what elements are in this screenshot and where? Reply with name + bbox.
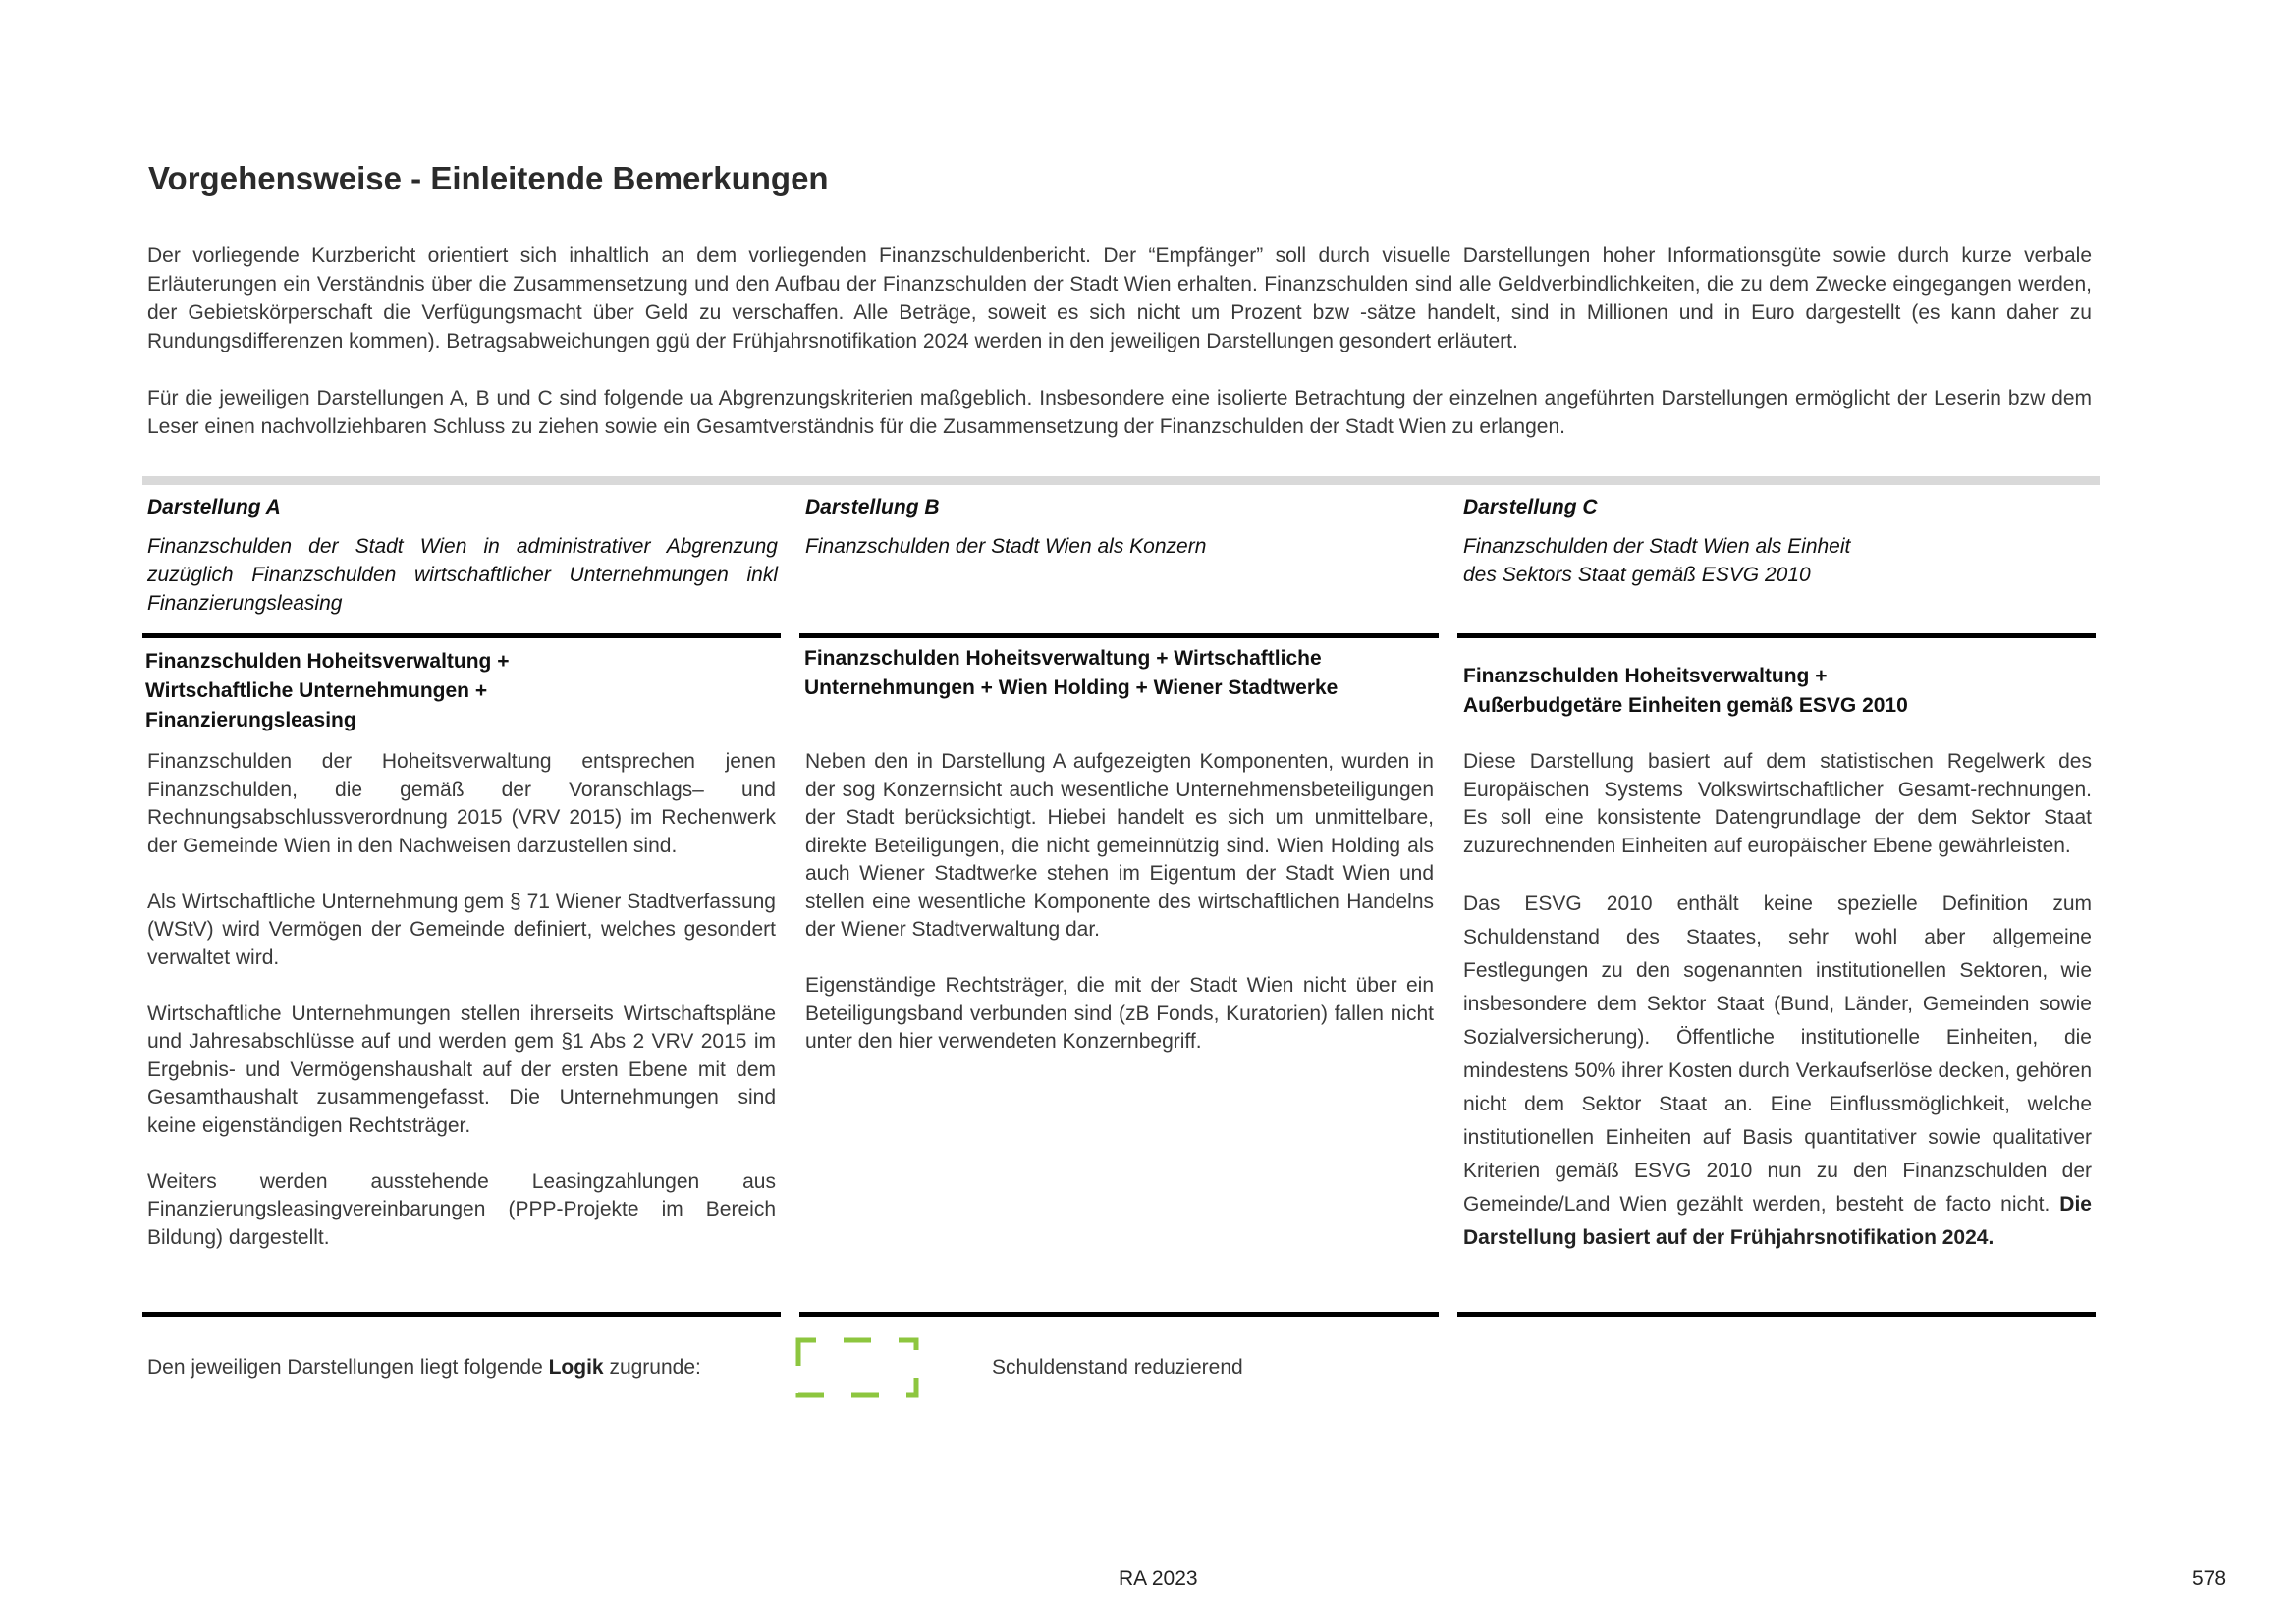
column-c-top-rule	[1457, 633, 2096, 638]
page-title: Vorgehensweise - Einleitende Bemerkungen	[148, 160, 829, 196]
column-b-subtitle: Finanzschulden der Stadt Wien als Konzern	[805, 535, 1207, 558]
reducing-legend-icon	[793, 1335, 921, 1400]
column-c-header	[1463, 496, 2092, 589]
column-b-bottom-rule	[799, 1312, 1439, 1317]
column-c-paragraph-2	[1463, 888, 2092, 1255]
column-c-box-title	[1463, 662, 2092, 721]
column-c-box-title-line-1: Finanzschulden Hoheitsverwaltung +	[1463, 665, 1828, 687]
column-b-heading: Darstellung B	[805, 496, 940, 518]
column-a-paragraph-2: Als Wirtschaftliche Unternehmung gem § 71 Wiener Stadtverfassung (WStV) wird Vermögen der Gemeinde definiert, welches gesondert verwaltet wird.	[147, 890, 776, 969]
page-number: 578	[2192, 1567, 2227, 1590]
column-b-paragraph-2: Eigenständige Rechtsträger, die mit der Stadt Wien nicht über ein Beteiligungsband verbunden sind (zB Fonds, Kuratorien) fallen nicht unter den hier verwendeten Konzernbegriff.	[805, 974, 1434, 1053]
logic-bold: Logik	[548, 1356, 604, 1379]
logic-suffix: zugrunde:	[603, 1356, 701, 1379]
column-b-box-title: Finanzschulden Hoheitsverwaltung + Wirtschaftliche Unternehmungen + Wien Holding + Wiener Stadtwerke	[804, 647, 1339, 699]
column-a-subtitle: Finanzschulden der Stadt Wien in administrativer Abgrenzung zuzüglich Finanzschulden wirtschaftlicher Unternehmungen inkl Finanzierungsleasing	[147, 535, 778, 615]
column-a-header	[147, 496, 776, 618]
column-b-paragraph-1: Neben den in Darstellung A aufgezeigten Komponenten, wurden in der sog Konzernsicht auch wesentliche Unternehmensbeteiligungen der Stadt berücksichtigt. Hiebei handelt es sich um unmittelbare, direkte Beteiligungen, die nicht gemeinnützig sind. Wien Holding als auch Wiener Stadtwerke stehen im Eigentum der Stadt Wien und stellen eine wesentliche Komponente des wirtschaftlichen Handelns der Wiener Stadtverwaltung dar.	[805, 750, 1434, 941]
column-a-bottom-rule	[142, 1312, 781, 1317]
column-c-heading: Darstellung C	[1463, 496, 1598, 518]
column-a-paragraph-1: Finanzschulden der Hoheitsverwaltung entsprechen jenen Finanzschulden, die gemäß der Voranschlags– und Rechnungsabschlussverordnung 2015 (VRV 2015) im Rechenwerk der Gemeinde Wien in den Nachweisen darzustellen sind.	[147, 750, 776, 857]
intro-paragraph-1: Der vorliegende Kurzbericht orientiert sich inhaltlich an dem vorliegenden Finanzschuldenbericht. Der “Empfänger” soll durch visuelle Darstellungen hoher Informationsgüte sowie durch kurze verbale Erläuterungen ein Verständnis über die Zusammensetzung und den Aufbau der Finanzschulden der Stadt Wien erhalten. Finanzschulden sind alle Geldverbindlichkeiten, die zu dem Zwecke eingegangen werden, der Gebietskörperschaft die Verfügungsmacht über Geld zu verschaffen. Alle Beträge, soweit es sich nicht um Prozent bzw -sätze handelt, sind in Millionen und in Euro dargestellt (es kann daher zu Rundungsdifferenzen kommen). Betragsabweichungen ggü der Frühjahrsnotifikation 2024 werden in den jeweiligen Darstellungen gesondert erläutert.	[147, 244, 2092, 352]
logic-statement	[147, 1356, 701, 1380]
column-b-header	[805, 496, 1434, 561]
column-a-box-title: Finanzschulden Hoheitsverwaltung + Wirtschaftliche Unternehmungen + Finanzierungsleasing	[145, 650, 510, 731]
column-a-top-rule	[142, 633, 781, 638]
column-a-paragraph-3: Wirtschaftliche Unternehmungen stellen ihrerseits Wirtschaftspläne und Jahresabschlüsse auf und werden gem §1 Abs 2 VRV 2015 im Ergebnis- und Vermögenshaushalt auf der ersten Ebene mit dem Gesamthaushalt zusammengefasst. Die Unternehmungen sind keine eigenständigen Rechtsträger.	[147, 1001, 776, 1137]
footer-report-label: RA 2023	[1119, 1567, 1198, 1590]
column-c-bold-note: Die Darstellung basiert auf der Frühjahrsnotifikation 2024.	[1463, 1193, 2092, 1249]
column-c-bottom-rule	[1457, 1312, 2096, 1317]
intro-text	[147, 242, 2092, 441]
column-b-top-rule	[799, 633, 1439, 638]
dashed-box-shape	[798, 1340, 916, 1395]
column-c-paragraph-1: Diese Darstellung basiert auf dem statistischen Regelwerk des Europäischen Systems Volkswirtschaftlicher Gesamt-rechnungen. Es soll eine konsistente Datengrundlage der dem Sektor Staat zuzurechnenden Einheiten auf europäischer Ebene gewährleisten.	[1463, 750, 2092, 857]
column-a-paragraph-4: Weiters werden ausstehende Leasingzahlungen aus Finanzierungsleasingvereinbarungen (PPP-Projekte im Bereich Bildung) dargestellt.	[147, 1169, 776, 1249]
column-c-subtitle-line-2: des Sektors Staat gemäß ESVG 2010	[1463, 564, 1811, 586]
logic-prefix: Den jeweiligen Darstellungen liegt folgende	[147, 1356, 549, 1379]
column-c-body	[1463, 748, 2092, 1255]
intro-paragraph-2: Für die jeweiligen Darstellungen A, B und C sind folgende ua Abgrenzungskriterien maßgeblich. Insbesondere eine isolierte Betrachtung der einzelnen angeführten Darstellungen ermöglicht der Leserin bzw dem Leser einen nachvollziehbaren Schluss zu ziehen sowie ein Gesamtverständnis für die Zusammensetzung der Finanzschulden der Stadt Wien zu erlangen.	[147, 387, 2092, 438]
column-a-body	[147, 748, 776, 1252]
column-b-body	[805, 748, 1434, 1056]
legend-label: Schuldenstand reduzierend	[992, 1356, 1243, 1379]
section-divider	[142, 476, 2100, 485]
column-c-subtitle-line-1: Finanzschulden der Stadt Wien als Einheit	[1463, 535, 1851, 558]
column-c-paragraph-2-text: Das ESVG 2010 enthält keine spezielle Definition zum Schuldenstand des Staates, sehr wohl aber allgemeine Festlegungen zu den sogenannten institutionellen Sektoren, wie insbesondere dem Sektor Staat (Bund, Länder, Gemeinden sowie Sozialversicherung). Öffentliche institutionelle Einheiten, die mindestens 50% ihrer Kosten durch Verkaufserlöse decken, gehören nicht dem Sektor Staat an. Eine Einflussmöglichkeit, welche institutionellen Einheiten auf Basis quantitativer sowie qualitativer Kriterien gemäß ESVG 2010 nun zu den Finanzschulden der Gemeinde/Land Wien gezählt werden, besteht de facto nicht.	[1463, 893, 2092, 1216]
column-a-heading: Darstellung A	[147, 496, 281, 518]
column-c-box-title-line-2: Außerbudgetäre Einheiten gemäß ESVG 2010	[1463, 694, 1908, 717]
